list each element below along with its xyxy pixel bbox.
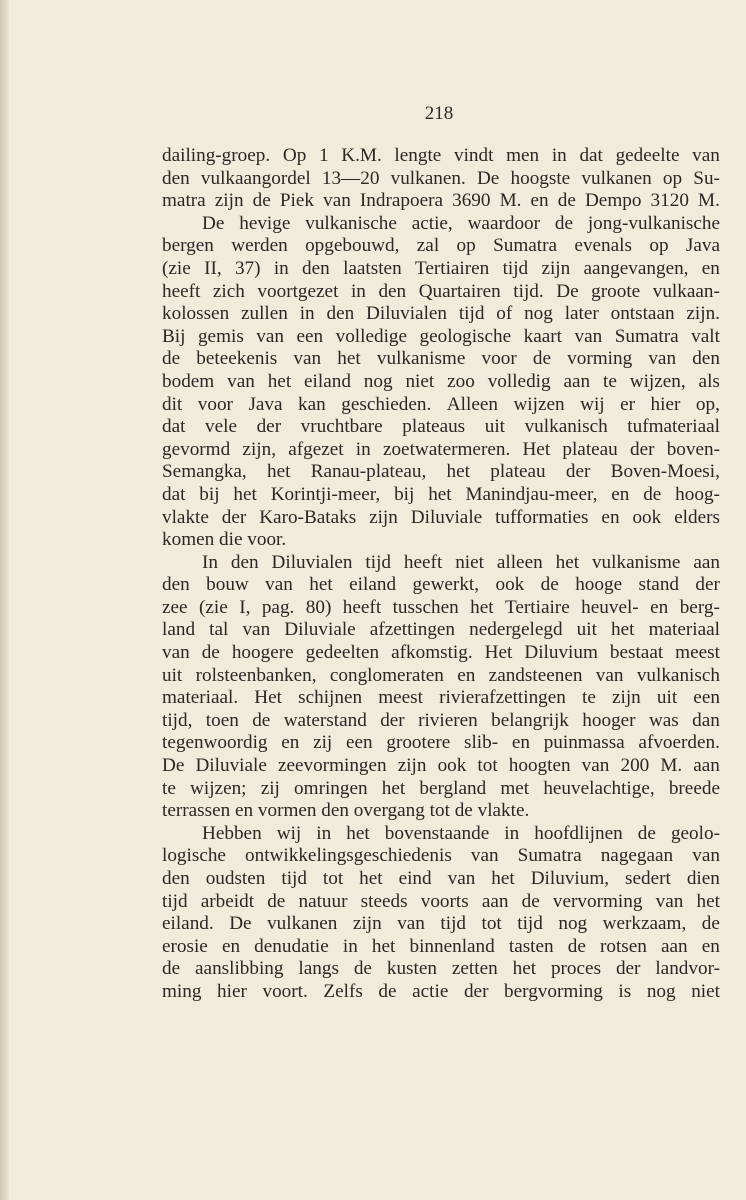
text-line: den oudsten tijd tot het eind van het Diluvium, sedert dien: [162, 868, 720, 889]
text-line: van de hoogere gedeelten afkomstig. Het Diluvium bestaat meest: [162, 642, 720, 664]
body-text: [162, 145, 720, 1004]
text-line: bergen werden opgebouwd, zal op Sumatra evenals op Java: [162, 235, 720, 257]
text-line: den bouw van het eiland gewerkt, ook de hooge stand der: [162, 574, 720, 596]
text-line: te wijzen; zij omringen het bergland met heuvelachtige, breede: [162, 777, 720, 799]
text-line: dat vele der vruchtbare plateaus uit vulkanisch tufmateriaal: [162, 416, 720, 438]
text-line: de beteekenis van het vulkanisme voor de vorming van den: [162, 348, 720, 370]
text-line: Semangka, het Ranau-plateau, het plateau der Boven-Moesi,: [162, 461, 720, 483]
text-line: tijd arbeidt de natuur steeds voorts aan de vervorming van het: [162, 890, 720, 912]
text-line: de aanslibbing langs de kusten zetten het proces der landvor-: [162, 958, 720, 980]
text-line: tegenwoordig en zij een grootere slib- en puinmassa afvoerden.: [162, 732, 720, 754]
text-line: gevormd zijn, afgezet in zoetwatermeren. Het plateau der boven-: [162, 438, 720, 460]
text-line: materiaal. Het schijnen meest rivierafzettingen te zijn uit een: [162, 687, 720, 709]
text-line: eiland. De vulkanen zijn van tijd tot tijd nog werkzaam, de: [162, 913, 720, 935]
text-line: Bij gemis van een volledige geologische kaart van Sumatra valt: [162, 325, 720, 347]
text-line: De hevige vulkanische actie, waardoor de jong-vulkanische: [202, 212, 720, 234]
text-line: In den Diluvialen tijd heeft niet alleen het vulkanisme aan: [202, 551, 720, 573]
text-line: uit rolsteenbanken, conglomeraten en zandsteenen van vulkanisch: [162, 664, 720, 686]
text-line: terrassen en vormen den overgang tot de vlakte.: [162, 800, 530, 822]
text-line: zee (zie I, pag. 80) heeft tusschen het Tertiaire heuvel- en berg-: [162, 596, 720, 618]
text-line: bodem van het eiland nog niet zoo volledig aan te wijzen, als: [162, 370, 720, 392]
text-line: tijd, toen de waterstand der rivieren belangrijk hooger was dan: [162, 709, 720, 731]
text-line: land tal van Diluviale afzettingen nedergelegd uit het materiaal: [162, 619, 720, 641]
page-number: 218: [424, 103, 454, 124]
text-line: dat bij het Korintji-meer, bij het Manindjau-meer, en de hoog-: [162, 483, 720, 505]
page-binding-edge: [0, 0, 9, 1200]
text-line: (zie II, 37) in den laatsten Tertiairen tijd zijn aangevangen, en: [162, 257, 720, 279]
text-line: komen die voor.: [162, 529, 287, 551]
text-line: De Diluviale zeevormingen zijn ook tot hoogten van 200 M. aan: [162, 755, 720, 777]
text-line: kolossen zullen in den Diluvialen tijd of nog later ontstaan zijn.: [162, 303, 720, 325]
text-line: dit voor Java kan geschieden. Alleen wijzen wij er hier op,: [162, 393, 720, 415]
text-line: heeft zich voortgezet in den Quartairen tijd. De groote vulkaan-: [162, 280, 720, 302]
text-line: ming hier voort. Zelfs de actie der bergvorming is nog niet: [162, 980, 720, 1002]
text-line: Hebben wij in het bovenstaande in hoofdlijnen de geolo-: [202, 822, 720, 844]
text-line: vlakte der Karo-Bataks zijn Diluviale tufformaties en ook elders: [162, 506, 720, 528]
text-line: den vulkaangordel 13—20 vulkanen. De hoogste vulkanen op Su-: [162, 167, 720, 189]
text-line: erosie en denudatie in het binnenland tasten de rotsen aan en: [162, 935, 720, 957]
text-line: matra zijn de Piek van Indrapoera 3690 M. en de Dempo 3120 M.: [162, 190, 720, 212]
text-line: logische ontwikkelingsgeschiedenis van Sumatra nagegaan van: [162, 845, 720, 867]
text-line: dailing-groep. Op 1 K.M. lengte vindt men in dat gedeelte van: [162, 145, 720, 166]
